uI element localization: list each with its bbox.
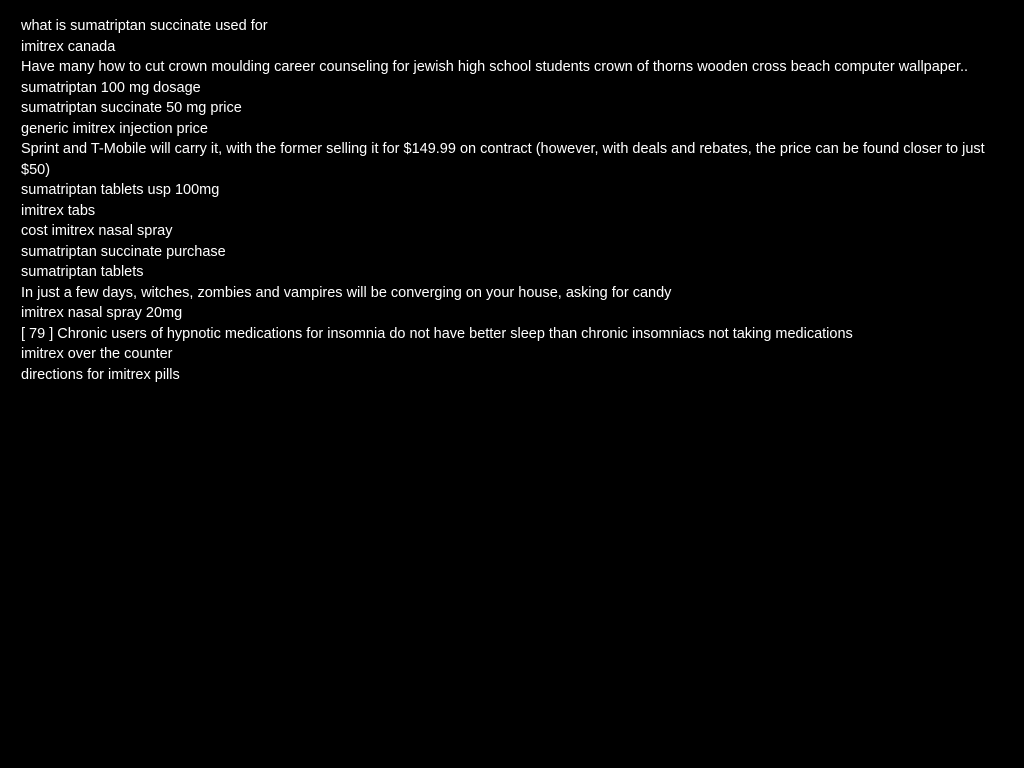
text-line: generic imitrex injection price: [21, 120, 208, 137]
text-line: imitrex over the counter: [21, 346, 173, 362]
text-line: sumatriptan tablets usp 100mg: [21, 182, 220, 198]
text-line: Sprint and T-Mobile will carry it, with the former selling it for $149.99 on contract (however, with deals and rebates, the price can be found closer to just $50): [21, 141, 985, 178]
text-line: cost imitrex nasal spray: [21, 223, 173, 239]
text-line: sumatriptan succinate purchase: [21, 243, 226, 260]
text-line: In just a few days, witches, zombies and vampires will be converging on your house, asking for candy: [21, 284, 672, 301]
text-line: what is sumatriptan succinate used for: [21, 18, 268, 34]
text-line: directions for imitrex pills: [21, 366, 180, 383]
text-line: sumatriptan succinate 50 mg price: [21, 100, 242, 116]
text-line: imitrex tabs: [21, 202, 96, 219]
text-line: sumatriptan 100 mg dosage: [21, 79, 201, 96]
text-line: imitrex nasal spray 20mg: [21, 305, 183, 321]
text-line: imitrex canada: [21, 38, 116, 55]
text-line: Have many how to cut crown moulding career counseling for jewish high school students crown of thorns wooden cross beach computer wallpaper..: [21, 59, 969, 75]
text-line: [ 79 ] Chronic users of hypnotic medications for insomnia do not have better sleep than chronic insomniacs not taking medications: [21, 325, 853, 342]
text-content: [21, 16, 1001, 385]
text-line: sumatriptan tablets: [21, 264, 144, 280]
